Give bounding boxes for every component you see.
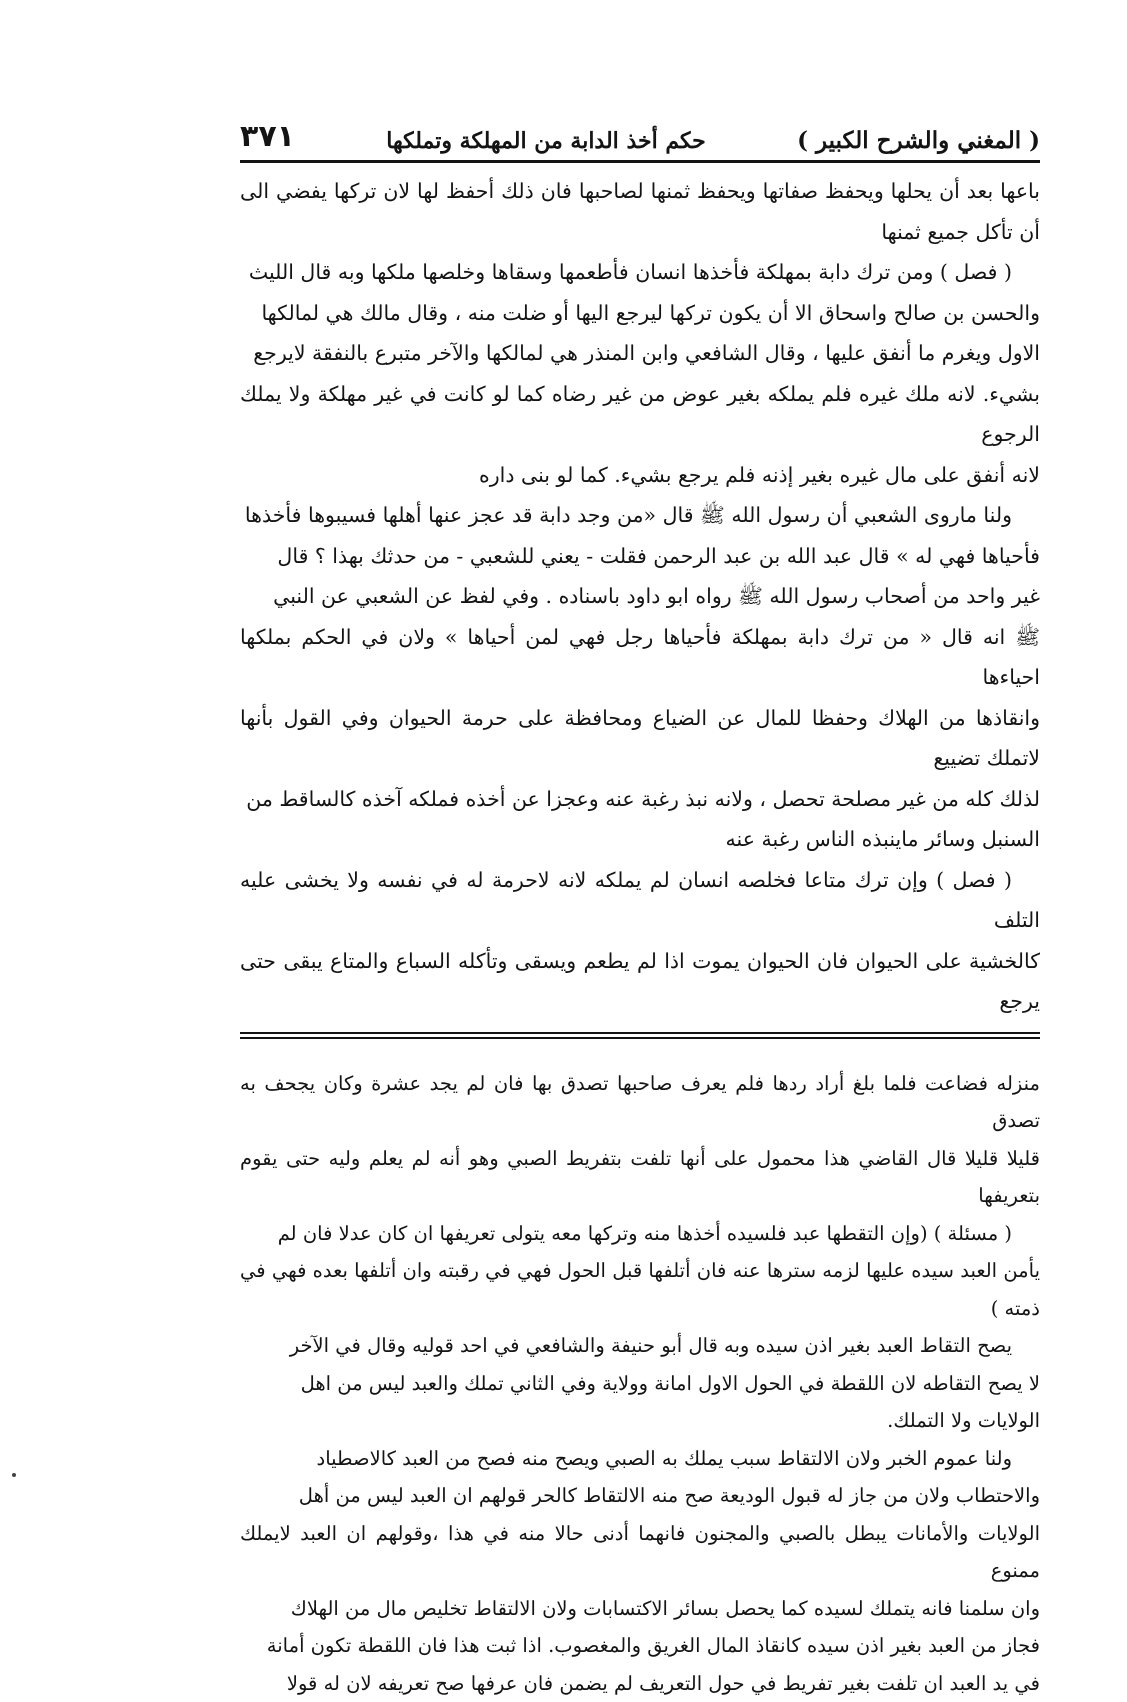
book-page bbox=[240, 108, 1040, 1702]
commentary-line: والاحتطاب ولان من جاز له قبول الوديعة صح منه الالتقاط كالحر قولهم ان العبد ليس من أهل bbox=[240, 1477, 1040, 1515]
main-line: بشيء. لانه ملك غيره فلم يملكه بغير عوض من غير رضاه كما لو كانت في غير مهلكة ولا يملك الرجوع bbox=[240, 374, 1040, 455]
commentary-line: وان سلمنا فانه يتملك لسيده كما يحصل بسائر الاكتسابات ولان الالتقاط تخليص مال من الهلاك bbox=[240, 1590, 1040, 1628]
commentary-line: الولايات والأمانات يبطل بالصبي والمجنون فانهما أدنى حالا منه في هذا ،وقولهم ان العبد لايملك ممنوع bbox=[240, 1515, 1040, 1590]
main-line: كالخشية على الحيوان فان الحيوان يموت اذا لم يطعم ويسقى وتأكله السباع والمتاع يبقى حتى يرجع bbox=[240, 941, 1040, 1022]
section-divider bbox=[240, 1032, 1040, 1039]
commentary-line: يأمن العبد سيده عليها لزمه سترها عنه فان أتلفها قبل الحول فهي في رقبته وان أتلفها بعده فهي في ذمته ) bbox=[240, 1252, 1040, 1327]
main-line: ( فصل ) ومن ترك دابة بمهلكة فأخذها انسان فأطعمها وسقاها وخلصها ملكها وبه قال الليث bbox=[240, 252, 1040, 293]
main-line: ( فصل ) وإن ترك متاعا فخلصه انسان لم يملكه لانه لاحرمة له في نفسه ولا يخشى عليه التلف bbox=[240, 860, 1040, 941]
main-line: باعها بعد أن يحلها ويحفظ صفاتها ويحفظ ثمنها لصاحبها فان ذلك أحفظ لها لان تركها يفضي الى أن تأكل جميع ثمنها bbox=[240, 171, 1040, 252]
commentary-line: يصح التقاط العبد بغير اذن سيده وبه قال أبو حنيفة والشافعي في احد قوليه وقال في الآخر bbox=[240, 1327, 1040, 1365]
commentary-line: فجاز من العبد بغير اذن سيده كانقاذ المال الغريق والمغصوب. اذا ثبت هذا فان اللقطة تكون أمانة bbox=[240, 1627, 1040, 1665]
main-line: غير واحد من أصحاب رسول الله ﷺ رواه ابو داود باسناده . وفي لفظ عن الشعبي عن النبي bbox=[240, 576, 1040, 617]
commentary-line: لا يصح التقاطه لان اللقطة في الحول الاول امانة وولاية وفي الثاني تملك والعبد ليس من اهل bbox=[240, 1365, 1040, 1403]
main-line: الاول ويغرم ما أنفق عليها ، وقال الشافعي وابن المنذر هي لمالكها والآخر متبرع بالنفقة لايرجع bbox=[240, 333, 1040, 374]
header-rule bbox=[240, 160, 1040, 163]
main-line: والحسن بن صالح واسحاق الا أن يكون تركها ليرجع اليها أو ضلت منه ، وقال مالك هي لمالكها bbox=[240, 293, 1040, 334]
main-text bbox=[240, 171, 1040, 1022]
commentary-line: منزله فضاعت فلما بلغ أراد ردها فلم يعرف صاحبها تصدق بها فان لم يجد عشرة وكان يجحف به تصدق bbox=[240, 1065, 1040, 1140]
main-line: لذلك كله من غير مصلحة تحصل ، ولانه نبذ رغبة عنه وعجزا عن أخذه فملكه آخذه كالساقط من bbox=[240, 779, 1040, 820]
main-line: السنبل وسائر ماينبذه الناس رغبة عنه bbox=[240, 819, 1040, 860]
commentary-line: ( مسئلة ) (وإن التقطها عبد فلسيده أخذها منه وتركها معه يتولى تعريفها ان كان عدلا فان لم bbox=[240, 1215, 1040, 1253]
commentary-text bbox=[240, 1065, 1040, 1702]
commentary-line: الولايات ولا التملك. bbox=[240, 1402, 1040, 1440]
main-line: فأحياها فهي له » قال عبد الله بن عبد الرحمن فقلت - يعني للشعبي - من حدثك بهذا ؟ قال bbox=[240, 536, 1040, 577]
page-number: ٣٧١ bbox=[240, 119, 295, 154]
main-line: ﷺ انه قال « من ترك دابة بمهلكة فأحياها رجل فهي لمن أحياها » ولان في الحكم بملكها احياءها bbox=[240, 617, 1040, 698]
main-line: لانه أنفق على مال غيره بغير إذنه فلم يرجع بشيء. كما لو بنى داره bbox=[240, 455, 1040, 496]
main-line: ولنا ماروى الشعبي أن رسول الله ﷺ قال «من وجد دابة قد عجز عنها أهلها فسيبوها فأخذها bbox=[240, 495, 1040, 536]
section-title: حكم أخذ الدابة من المهلكة وتملكها bbox=[386, 128, 706, 154]
commentary-line: قليلا قليلا قال القاضي هذا محمول على أنها تلفت بتفريط الصبي وهو أنه لم يعلم وليه حتى يقوم بتعريفها bbox=[240, 1140, 1040, 1215]
running-header bbox=[240, 108, 1040, 154]
main-line: وانقاذها من الهلاك وحفظا للمال عن الضياع ومحافظة على حرمة الحيوان وفي القول بأنها لاتملك تضييع bbox=[240, 698, 1040, 779]
book-title: ( المغني والشرح الكبير ) bbox=[797, 127, 1040, 154]
scan-speck bbox=[12, 1473, 16, 1477]
commentary-line: في يد العبد ان تلفت بغير تفريط في حول التعريف لم يضمن فان عرفها صح تعريفه لان له قولا bbox=[240, 1665, 1040, 1702]
commentary-line: ولنا عموم الخبر ولان الالتقاط سبب يملك به الصبي ويصح منه فصح من العبد كالاصطياد bbox=[240, 1440, 1040, 1478]
